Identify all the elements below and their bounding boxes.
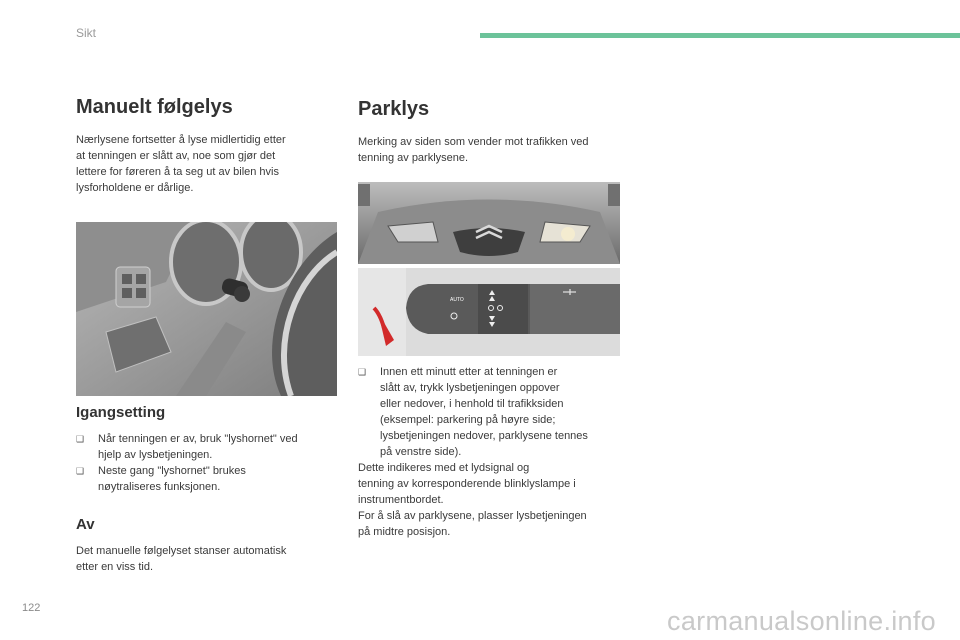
heading-av: Av — [76, 516, 95, 533]
parklys-list — [358, 364, 628, 460]
list-item-line: lysbetjeningen nedover, parklysene tennes — [380, 430, 588, 442]
list-item-line: slått av, trykk lysbetjeningen oppover — [380, 382, 560, 394]
parklys-notes — [358, 460, 628, 540]
lighting-stalk-image — [358, 268, 620, 356]
page-number: 122 — [22, 602, 41, 614]
intro-line: lettere for føreren å ta seg ut av bilen hvis — [76, 166, 279, 178]
section-color-bar — [480, 33, 960, 38]
section-av — [76, 516, 346, 575]
list-item-line: hjelp av lysbetjeningen. — [98, 449, 213, 461]
bullet-marker-icon: ❑ — [358, 367, 367, 377]
note-line: instrumentbordet. — [358, 494, 444, 506]
right-column — [358, 98, 628, 166]
section-label: Sikt — [76, 26, 97, 40]
intro-line: at tenningen er slått av, noe som gjør det — [76, 150, 276, 162]
list-item-line: eller nedover, i henhold til trafikksiden — [380, 398, 564, 410]
list-item-line: Når tenningen er av, bruk "lyshornet" ved — [98, 433, 298, 445]
note-line: For å slå av parklysene, plasser lysbetjeningen — [358, 510, 587, 522]
list-item — [76, 463, 346, 495]
note-line: tenning av korresponderende blinklyslampe i — [358, 478, 576, 490]
heading-igangsetting: Igangsetting — [76, 404, 166, 421]
section-parklys-instructions — [358, 364, 628, 540]
av-line: Det manuelle følgelyset stanser automatisk — [76, 545, 287, 557]
list-item-line: Neste gang "lyshornet" brukes — [98, 465, 246, 477]
left-column — [76, 96, 346, 196]
av-line: etter en viss tid. — [76, 561, 154, 573]
heading-parklys: Parklys — [358, 98, 430, 120]
list-item-line: nøytraliseres funksjonen. — [98, 481, 221, 493]
list-item-line: Innen ett minutt etter at tenningen er — [380, 366, 558, 378]
intro-line: tenning av parklysene. — [358, 152, 469, 164]
intro-line: Merking av siden som vender mot trafikken ved — [358, 136, 589, 148]
note-line: på midtre posisjon. — [358, 526, 451, 538]
list-item — [76, 431, 346, 463]
auto-label: AUTO — [450, 297, 464, 303]
bullet-marker-icon: ❑ — [76, 466, 85, 476]
list-item-line: (eksempel: parkering på høyre side; — [380, 414, 556, 426]
heading-manuelt-folgelys: Manuelt følgelys — [76, 96, 233, 118]
igangsetting-list — [76, 431, 346, 495]
section-igangsetting — [76, 404, 346, 495]
intro-line: lysforholdene er dårlige. — [76, 182, 194, 194]
watermark: carmanualsonline.info — [667, 606, 936, 636]
intro-line: Nærlysene fortsetter å lyse midlertidig etter — [76, 134, 286, 146]
list-item-line: på venstre side). — [380, 446, 462, 458]
list-item — [358, 364, 628, 460]
dashboard-lighting-stalk-image — [76, 222, 337, 396]
note-line: Dette indikeres med et lydsignal og — [358, 462, 530, 474]
bullet-marker-icon: ❑ — [76, 434, 85, 444]
car-front-parking-light-image — [358, 182, 620, 264]
intro-paragraph — [76, 132, 346, 196]
